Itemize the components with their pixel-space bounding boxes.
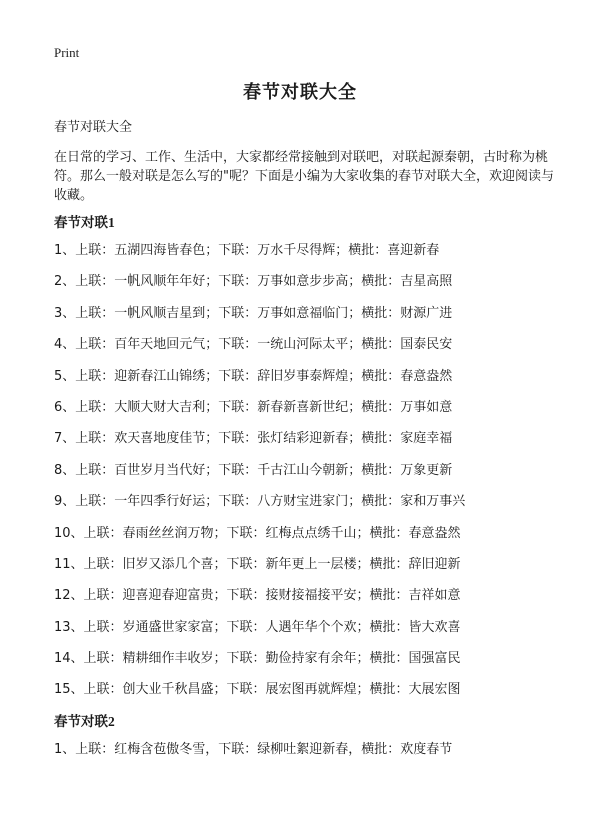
couplet-list-1 bbox=[54, 239, 554, 710]
couplet-item: 3、上联：一帆风顺吉星到；下联：万事如意福临门；横批：财源广进 bbox=[54, 305, 453, 321]
couplet-item: 13、上联：岁通盛世家家富；下联：人遇年华个个欢；横批：皆大欢喜 bbox=[54, 619, 461, 635]
couplet-item: 2、上联：一帆风顺年年好；下联：万事如意步步高；横批：吉星高照 bbox=[54, 274, 453, 290]
print-link[interactable]: Print bbox=[54, 45, 80, 60]
couplet-item: 5、上联：迎新春江山锦绣；下联：辞旧岁事泰辉煌；横批：春意盎然 bbox=[54, 368, 453, 384]
couplet-item: 15、上联：创大业千秋昌盛；下联：展宏图再就辉煌；横批：大展宏图 bbox=[54, 682, 461, 698]
section-heading-1: 春节对联1 bbox=[54, 215, 115, 230]
page-title: 春节对联大全 bbox=[243, 82, 357, 103]
couplet-item: 14、上联：精耕细作丰收岁；下联：勤俭持家有余年；横批：国强富民 bbox=[54, 651, 461, 667]
couplet-item: 10、上联：春雨丝丝润万物；下联：红梅点点绣千山；横批：春意盎然 bbox=[54, 525, 461, 541]
article-subtitle: 春节对联大全 bbox=[54, 120, 133, 135]
couplet-item: 11、上联：旧岁又添几个喜；下联：新年更上一层楼；横批：辞旧迎新 bbox=[54, 556, 461, 572]
couplet-list-2 bbox=[54, 738, 554, 762]
couplet-item: 6、上联：大顺大财大吉利；下联：新春新喜新世纪；横批：万事如意 bbox=[54, 399, 453, 415]
couplet-item: 12、上联：迎喜迎春迎富贵；下联：接财接福接平安；横批：吉祥如意 bbox=[54, 588, 461, 604]
couplet-item: 8、上联：百世岁月当代好；下联：千古江山今朝新；横批：万象更新 bbox=[54, 462, 453, 478]
intro-paragraph: 在日常的学习、工作、生活中，大家都经常接触到对联吧，对联起源秦朝，古时称为桃符。那么一般对联是怎么写的"呢？下面是小编为大家收集的春节对联大全，欢迎阅读与收藏。 bbox=[54, 150, 554, 203]
couplet-item: 9、上联：一年四季行好运；下联：八方财宝进家门；横批：家和万事兴 bbox=[54, 494, 466, 510]
couplet-item: 1、上联：红梅含苞傲冬雪，下联：绿柳吐絮迎新春，横批：欢度春节 bbox=[54, 741, 453, 757]
couplet-item: 1、上联：五湖四海皆春色；下联：万水千尽得辉；横批：喜迎新春 bbox=[54, 243, 440, 258]
couplet-item: 7、上联：欢天喜地度佳节；下联：张灯结彩迎新春；横批：家庭幸福 bbox=[54, 431, 453, 447]
couplet-item: 4、上联：百年天地回元气；下联：一统山河际太平；横批：国泰民安 bbox=[54, 337, 453, 353]
article-body bbox=[54, 118, 554, 762]
section-heading-2: 春节对联2 bbox=[54, 713, 115, 729]
